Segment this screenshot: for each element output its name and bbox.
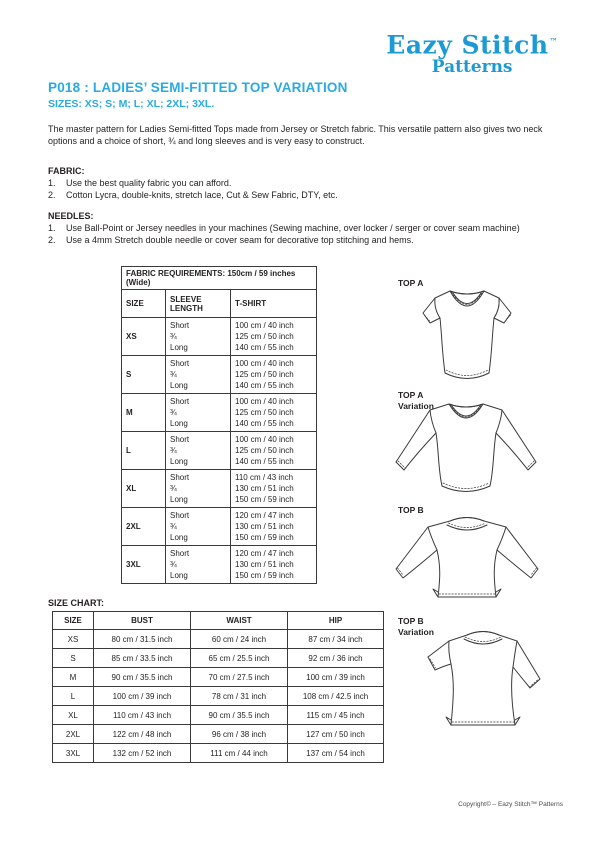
table-row: M 90 cm / 35.5 inch 70 cm / 27.5 inch 100 cm / 39 inch <box>53 668 384 687</box>
size-cell: 3XL <box>122 546 166 584</box>
size-cell: M <box>122 394 166 432</box>
table-row: S 85 cm / 33.5 inch 65 cm / 25.5 inch 92 cm / 36 inch <box>53 649 384 668</box>
list-number: 2. <box>48 189 56 200</box>
top-a-variation-label: TOP A Variation <box>398 390 434 411</box>
fabric-cell: 120 cm / 47 inch 130 cm / 51 inch 150 cm / 59 inch <box>231 546 317 584</box>
table-row <box>122 356 317 394</box>
list-number: 1. <box>48 178 56 188</box>
intro-paragraph: The master pattern for Ladies Semi-fitted Tops made from Jersey or Stretch fabric. This versatile pattern also gives two neck options and a choice of short, ¾ and long sleeves and is very easy to construct. <box>48 124 543 146</box>
table-row <box>122 432 317 470</box>
fabric-list <box>48 178 568 201</box>
top-b-illustration <box>392 512 542 612</box>
column-header-waist: WAIST <box>191 612 288 630</box>
table-caption: FABRIC REQUIREMENTS: 150cm / 59 inches (Wide) <box>122 267 317 290</box>
size-cell: 2XL <box>122 508 166 546</box>
top-b-variation-illustration <box>420 624 546 744</box>
fabric-cell: 100 cm / 40 inch 125 cm / 50 inch 140 cm / 55 inch <box>231 356 317 394</box>
fabric-requirements-table <box>121 266 317 584</box>
table-row: 2XL 122 cm / 48 inch 96 cm / 38 inch 127 cm / 50 inch <box>53 725 384 744</box>
sleeve-cell: Short ¾ Long <box>166 318 231 356</box>
size-chart-heading: SIZE CHART: <box>48 598 104 608</box>
needles-list <box>48 223 568 246</box>
sleeve-cell: Short ¾ Long <box>166 432 231 470</box>
size-cell: XS <box>122 318 166 356</box>
brand-name <box>386 28 558 58</box>
copyright-notice: Copyright© – Eazy Stitch™ Patterns <box>458 801 563 808</box>
column-header-hip: HIP <box>288 612 384 630</box>
table-row: L 100 cm / 39 inch 78 cm / 31 inch 108 cm / 42.5 inch <box>53 687 384 706</box>
brand-logo <box>386 28 558 76</box>
fabric-cell: 100 cm / 40 inch 125 cm / 50 inch 140 cm / 55 inch <box>231 394 317 432</box>
table-row <box>122 508 317 546</box>
fabric-cell: 100 cm / 40 inch 125 cm / 50 inch 140 cm / 55 inch <box>231 432 317 470</box>
needles-section-heading: NEEDLES: <box>48 211 94 221</box>
list-item <box>48 235 568 247</box>
size-cell: S <box>122 356 166 394</box>
table-row <box>122 318 317 356</box>
list-item <box>48 223 568 235</box>
brand-subtitle: Patterns <box>431 57 513 78</box>
list-number: 1. <box>48 223 56 233</box>
size-cell: L <box>122 432 166 470</box>
page-title: P018 : LADIES’ SEMI-FITTED TOP VARIATION <box>48 80 348 95</box>
top-b-variation-label: TOP B Variation <box>398 616 434 637</box>
trademark-symbol: ™ <box>549 36 558 46</box>
list-item <box>48 190 568 202</box>
table-row <box>122 470 317 508</box>
brand-name-text: Eazy Stitch <box>386 30 549 60</box>
size-chart-table <box>52 611 384 763</box>
column-header-bust: BUST <box>94 612 191 630</box>
list-text: Use the best quality fabric you can afford. <box>66 178 232 188</box>
size-cell: XL <box>122 470 166 508</box>
column-header-size: SIZE <box>53 612 94 630</box>
sleeve-cell: Short ¾ Long <box>166 356 231 394</box>
table-row: XS 80 cm / 31.5 inch 60 cm / 24 inch 87 cm / 34 inch <box>53 630 384 649</box>
fabric-cell: 120 cm / 47 inch 130 cm / 51 inch 150 cm / 59 inch <box>231 508 317 546</box>
fabric-cell: 110 cm / 43 inch 130 cm / 51 inch 150 cm / 59 inch <box>231 470 317 508</box>
top-b-label: TOP B <box>398 505 424 515</box>
list-item <box>48 178 568 190</box>
list-text: Cotton Lycra, double-knits, stretch lace, Cut & Sew Fabric, DTY, etc. <box>66 189 338 200</box>
sleeve-cell: Short ¾ Long <box>166 508 231 546</box>
column-header-sleeve-length: SLEEVE LENGTH <box>166 290 231 318</box>
sleeve-cell: Short ¾ Long <box>166 394 231 432</box>
table-row <box>122 394 317 432</box>
table-row: XL 110 cm / 43 inch 90 cm / 35.5 inch 115 cm / 45 inch <box>53 706 384 725</box>
list-text: Use Ball-Point or Jersey needles in your machines (Sewing machine, over locker / serger or cover seam machine) <box>66 223 520 233</box>
sleeve-cell: Short ¾ Long <box>166 546 231 584</box>
sizes-line: SIZES: XS; S; M; L; XL; 2XL; 3XL. <box>48 98 215 110</box>
top-a-illustration <box>420 287 515 387</box>
fabric-section-heading: FABRIC: <box>48 166 85 176</box>
table-row <box>122 546 317 584</box>
sleeve-cell: Short ¾ Long <box>166 470 231 508</box>
list-text: Use a 4mm Stretch double needle or cover seam for decorative top stitching and hems. <box>66 234 414 245</box>
list-number: 2. <box>48 234 56 245</box>
column-header-tshirt: T-SHIRT <box>231 290 317 318</box>
column-header-size: SIZE <box>122 290 166 318</box>
table-row: 3XL 132 cm / 52 inch 111 cm / 44 inch 137 cm / 54 inch <box>53 744 384 763</box>
fabric-cell: 100 cm / 40 inch 125 cm / 50 inch 140 cm / 55 inch <box>231 318 317 356</box>
top-a-label: TOP A <box>398 278 424 288</box>
top-a-variation-illustration <box>392 400 540 500</box>
